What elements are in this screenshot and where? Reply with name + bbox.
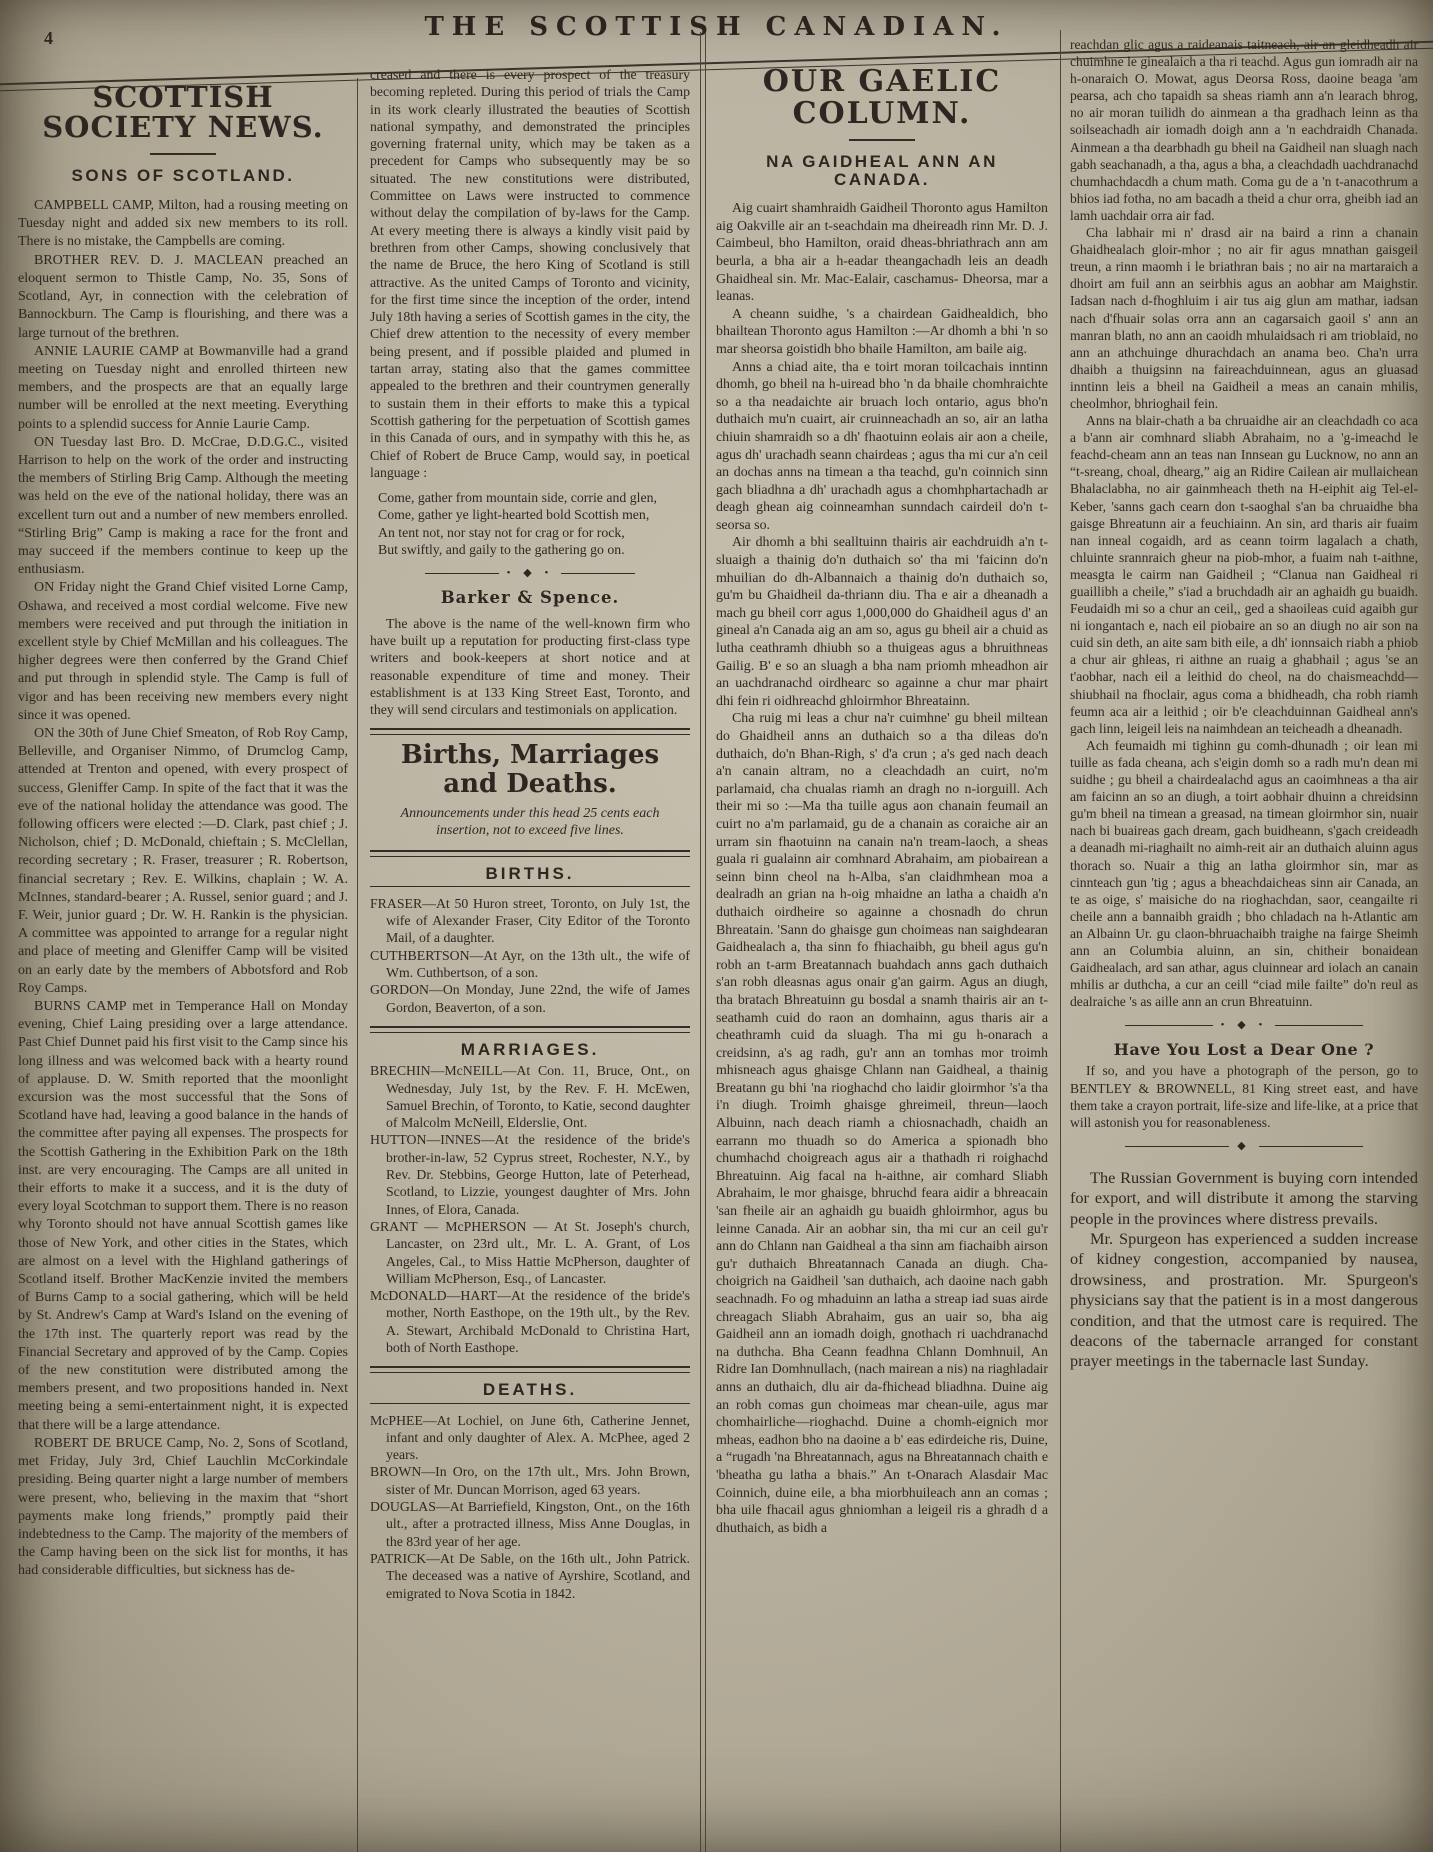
article-paragraph: The above is the name of the well-known firm who have built up a reputation for producting first-class type writers and book-keepers at short notice and at reasonable expenditure of time and money. Their establishment is at 133 King Street East, Toronto, and they will send circulars and testimonials on application. — [370, 615, 690, 718]
heading-have-you-lost-a-dear-one: Have You Lost a Dear One ? — [1113, 1040, 1375, 1060]
heading-rule — [849, 139, 915, 141]
article-paragraph: A cheann suidhe, 's a chairdean Gaidhealdich, bho bhailtean Thoronto agus Hamilton :—Ar dhomh a bhi 'n so mar sheorsa goistidh bho bhaile Hamilton, am baile aig. — [716, 306, 1048, 357]
death-entry: BROWN—In Oro, on the 17th ult., Mrs. John Brown, sister of Mr. Duncan Morrison, aged 63 years. — [370, 1464, 690, 1497]
thin-rule — [370, 886, 690, 887]
article-paragraph: Cha ruig mi leas a chur na'r cuimhne' gu bheil miltean do Ghaidheil anns an duthaich so a tha dileas do'n duthaich, do'n Bhan-Righ, s' d'a crun ; a's ged nach deach a'n canain altram, no a cleachdadh an cuirt, no'm parlamaid, cha chualas riamh an dragh no n-iorguill. Ach their mi so :—Ma tha tuille agus aon chanain feumail an cuirt no a'm parlamaid, gu de a chanain as coraiche air an urram sin fhaotuinn na canain na'n tream-laoch, a sheas guala ri gualainn air comhnard Abrahaim, am piobairean a seinn binn cheol na h-Alba, s'an claidhmhean moa a dealradh an grian na h-oig mhaidne an latha a chaidh a'n duthaich oirdheire so againne a chosnadh do chrun Bhreatain. 'Sann do ghaisge gun choimeas nan saighdearan Gaidhealach a, tha sinn fo fhiachaibh, gu bheil agus gu'n robh an t-arm Breatannach buahdach anns gach duthaich s'an robh dleasnas agus onair g'an gairm. Agus an diugh, tha bratach Bhreatuinn gu bosdal a snamh thairis air an t-seathamh cuid do raon an domhainn, agus tharis air a cheathramh cuid da sluagh. Tha mi gu h-onarach a creidsinn, a's ag radh, gu'r ann an tomhas mor troimh mhisneach agus ghaisge Chlann nan Gaidheal, a thainig Breatann gu bhi 'na rioghachd cho laidir gloirmhor 's'a tha i'n diugh. Troimh ghaisge ghreimeil, threun—laoch Albuinn, nach deach riamh a chiosnachadh, chaidh an earrann mo thuadh so do America a spionadh bho chumhachd choigreach agus air a thathadh ri roighachd Bhreatuinn. Aig facal na h-aithne, air comhard Sliabh Abrahaim, le mor ghaisge, bhruchd feara aidir a bhreacain 'san fheile air an aghaidh gu buaidh ghloirmhor, agus bu leinne Canada. Air an aobhar sin, tha mi cur an ceil gu'r ann do Chlann nan Gaidheal a tha sinn am fiachaibh airson gu'r duthaich Bhreatannach Canada an diugh. Cha-choigrich na Gaidheil 'san duthaich, ach daoine nach gabh seachnadh. Fo og mhaduinn an latha a streap iad suas airde chreagach Sliabh Abrahaim, gus an uair so, bha aig Gaidheil ann an iomadh doigh, gnothach ri uachdranachd na duthcha. Bha Ceann feadhna Chlann Domhnuil, An Ridre Ian Domhnullach, (nach mairean a nis) na riaghladair anns an duthaich, dlu air da-fhichead bliadhna. Duine aig an robh comas gun choimeas mar chean-uile, agus mar chomhairliche—rioghachd. Duine a chomh-eignich mor mheas, eadhon bho na daoine a b' eas edirdeiche ris, Duine, a “rugadh 'na Bhreatannach, agus na Bhreatannach chaith e 'bheatha gu latha a bhais.” An t-Onarach Alasdair Mac Coinnich, duine eile, a bha miorbhuileach ann an comas ; bha uile fhacail agus ghniomhan a leigeil ris a ghradh d a dhuthaich, as bidh a — [716, 711, 1048, 1536]
marriage-entry: BRECHIN—McNEILL—At Con. 11, Bruce, Ont., on Wednesday, July 1st, by the Rev. F. H. McEwen, Samuel Brechin, of Toronto, to Katie, second daughter of Malcolm McNeill, Elderslie, Ont. — [370, 1063, 690, 1131]
news-brief-paragraph: The Russian Government is buying corn intended for export, and will distribute it among the starving people in the provinces where distress prevails. — [1070, 1167, 1418, 1228]
column-rule-3 — [1060, 30, 1061, 1852]
heading-births: BIRTHS. — [485, 863, 575, 883]
poem-line: But swiftly, and gaily to the gathering go on. — [378, 542, 625, 558]
double-rule — [370, 1366, 690, 1373]
ornament-glyph: • ◆ • — [506, 567, 554, 580]
article-paragraph: Ach feumaidh mi tighinn gu comh-dhunadh ; oir lean mi tuille as fada cheana, ach s'eigin domh so a radh mu'n dean mi suidhe ; gu bheil a chairdealachd agus an caoimhneas a tha air am faicinn an so an diugh, a toirt aobhair dhuinn a chreidsinn gu'm bheil na timean a greasad, na timean gloirmhor sin, nuair nach bi buaireas gach dream, gach buidheann, s'gach creideadh a deanadh mi-riaghailt no aimh-reit air an duthaich aluinn agus thorach so. Nuair a thig an latha gloirmhor sin, mar as cinnteach gun 'tig ; agus a bheachdaicheas sinn air Canada, an te as oige, s' maisiche do na rioghachdan, saor, ceangailte ri cheile ann a bannaibh graidh ; bho chladach na h-Atlantic am an Albainn Ur. gu claon-bhruachaibh traighe na fairge Sheimh ann an Columbia aluinn, an sin, chitheir bonaidean Gaidhealach, ard san athar, agus cluinnear ard iolach an canain mhilis ar duthcha, a cur an ceill “ciad mile failte” do'n reul as dealraiche 's as aille ann an crun Bhreatuinn. — [1070, 737, 1418, 1010]
article-paragraph: CAMPBELL CAMP, Milton, had a rousing meeting on Tuesday night and added six new members to its roll. There is no mistake, the Campbells are coming. — [18, 198, 348, 250]
column-1 — [18, 78, 348, 1581]
article-paragraph: ON Tuesday last Bro. D. McCrae, D.D.G.C., visited Harrison to help on the work of the order and instructing the members of Stirling Brig Camp. Although the meeting was held on the eve of the national holiday, there was an excellent turn out and a number of new members enrolled. “Stirling Brig” Camp is making a race for the front and may succeed if the members continue to keep up the enthusiasm. — [18, 434, 348, 578]
double-rule — [370, 728, 690, 735]
poem-block — [370, 489, 690, 558]
column-rule-2b — [705, 32, 706, 1852]
article-paragraph: Anns a chiad aite, tha e toirt moran toilcachais inntinn dhomh, go bheil na h-uiread bho 'n da bhaile chomhraichte so a tha neadaichte air bruach loch ontario, agus bho'n duthaich mu'n cuairt, air cruinneachadh an so, air an latha chiuin shamraidh so a dh' fhaotuinn eolais air aon a cheile, agus dh' urachadh seann chairdeas ; agus tha mi cur a'n ceil an dochas anns na timean a tha teachd, gu'n coinnich sinn gach bliadhna a dh' urachadh agus a chomhphartachadh ar deagh ghean aig coinneamhan sunndach cairdeil do'n t-seorsa so. — [716, 359, 1048, 533]
article-paragraph: ANNIE LAURIE CAMP at Bowmanville had a grand meeting on Tuesday night and enrolled thirteen new members, and the prospects are that an equally large number will be enrolled at the next meeting. Everything points to a splendid success for Annie Laurie Camp. — [18, 343, 348, 432]
death-entry: DOUGLAS—At Barriefield, Kingston, Ont., on the 16th ult., after a protracted illness, Miss Anne Douglas, in the 83rd year of her age. — [370, 1499, 690, 1549]
masthead-title: THE SCOTTISH CANADIAN. — [424, 12, 1009, 42]
divider-ornament — [1125, 1141, 1363, 1152]
marriage-entry: GRANT — McPHERSON — At St. Joseph's church, Lancaster, on 23rd ult., Mr. L. A. Grant, of Los Angeles, Cal., to Miss Hattie McPherson, daughter of William McPherson, Esq., of Lancaster. — [370, 1218, 690, 1286]
article-paragraph: Air dhomh a bhi sealltuinn thairis air eachdruidh a'n t-sluaigh a thainig do'n duthaich so' tha mi 'faicinn do'n mhuilian do dh-Albannaich a thainig do'n duthaich so, gu'm bu Ghaidheil da-thriann diu. Tha e air a dheanadh a mach gu bheil corr agus 1,000,000 do Ghaidheil agus d' an gineal a'n Canada aig an am so, agus gu bheil air a chuid as lutha ceathramh dhiubh so a thuigeas agus a bhruithneas Gailig. B' e so an sluagh a bha nam priomh mheadhon air an uachdranachd oirdhearc so againne a chur mar phairt dhi fein ri oidhreachd ghloirmhor Bhreatainn. — [716, 535, 1048, 709]
page-number: 4 — [44, 28, 53, 48]
poem-line: Come, gather from mountain side, corrie and glen, — [378, 490, 657, 506]
divider-ornament — [1125, 1020, 1363, 1031]
death-entry: McPHEE—At Lochiel, on June 6th, Catherine Jennet, infant and only daughter of Alex. A. McPhee, aged 2 years. — [370, 1412, 690, 1463]
column-3 — [716, 66, 1048, 1537]
subheading-na-gaidheal: NA GAIDHEAL ANN AN CANADA. — [766, 152, 998, 189]
column-4 — [1070, 36, 1418, 1372]
article-paragraph: ON Friday night the Grand Chief visited Lorne Camp, Oshawa, and received a most cordial welcome. Five new members were received and put through the initiation in excellent style by Chief McMillan and his colleagues. The higher degrees were then conferred by the Grand Chief and put through in splendid style. The Camp is full of vigor and has been receiving new members every night since it was opened. — [18, 580, 348, 723]
bmd-rate-note: Announcements under this head 25 cents each insertion, not to exceed five lines. — [400, 805, 660, 839]
divider-ornament — [425, 568, 635, 579]
heading-rule — [150, 153, 216, 155]
heading-deaths: DEATHS. — [482, 1380, 578, 1400]
ornament-glyph: • ◆ • — [1220, 1019, 1268, 1032]
death-entry: PATRICK—At De Sable, on the 16th ult., John Patrick. The deceased was a native of Ayrshire, Scotland, and emigrated to Nova Scotia in 1842. — [370, 1550, 690, 1601]
advertisement-paragraph: If so, and you have a photograph of the person, go to BENTLEY & BROWNELL, 81 King street east, and have them take a crayon portrait, life-size and life-like, at a price that will astonish you for reasonableness. — [1070, 1063, 1418, 1130]
heading-marriages: MARRIAGES. — [460, 1039, 600, 1059]
article-paragraph: creased and there is every prospect of the treasury becoming repleted. During this period of trials the Camp in its work clearly illustrated the beauties of Scottish national sympathy, and demonstrated the principles governing fraternal unity, which may be taken as a precedent for Camps who subsequently may be so situated. The new constitutions were distributed, Committee on Laws were instructed to commence without delay the compilation of by-laws for the Camp. At every meeting there is always a kindly visit paid by brethren from other Camps, showing conclusively that the name de Bruce, the hero King of Scotland is still attractive. As the united Camps of Toronto and vicinity, for the first time since the inception of the order, intend July 18th having a series of Scottish games in the city, the Chief drew attention to the necessity of every member being present, and if possible plaided and plumed in tartan array, stating also that the games committee appealed to the brethren and their countrymen generally to sustain them in their efforts to make this a typical Scottish gathering for the perpetuation of Scottish games in this Canada of ours, and in sympathy with this he, as Chief of Robert de Bruce Camp, would say, in poetical language : — [370, 67, 690, 480]
article-paragraph: Anns na blair-chath a ba chruaidhe air an cleachdadh co aca a b'ann air comhnard sliabh Abrahaim, no a 'g-imeachd le feachd-cheam ann an teas nan Innsean gu Lucknow, no ann an “t-sreang, choal, dhearg,” aig an Ridire Cailean air mullaichean Bhalaclabha, no air gainmheach theth na H-eiphit aig Tel-el-Keber, 'sanns gach cearn don t-saoghal s'an ba chruaidhe bha gaisge Bhreatunn air a feuchiainn. An sin, ard tharis air fuaim nan inneal cogaidh, ard as ceann toirm lagalach a chath, chluinte srannraich gheur na piob-mhor, a fuaim nah t-aithne, measgta le cairm nan Gaidheil ; “Clanua nan Gaidheal ri guaillibh a cheile,” s'iad a bruchdadh air an aghaidh gu buaidh. Feudaidh mi so a chur an ceil,, ged a shaoileas cuid agaibh gur ni iongantach e, nach eil piobaire an so an diugh no air son na cuid sin deth, an aite sam bith eile, a dh' ionnsaich riabh a phiob a chur air ghleas, ri aithne an ruaig a ghabhail ; agus 'se an t'aobhar, nach eil a leithid do cheol, na do chaismeachdd—shiubhail na fhoclair, agus coma a bhidheadh, cha robh riamh feumn aca air a leithid ; oir b'e cleachduinnan Gaidheal ann's gach linn, leigeil leis na naimhdean an teicheadh a dheanadh. — [1070, 413, 1418, 736]
poem-line: An tent not, nor stay not for crag or for rock, — [378, 524, 625, 540]
section-heading-scottish-society-news: SCOTTISH SOCIETY NEWS. — [42, 80, 324, 145]
article-paragraph: Cha labhair mi n' drasd air na baird a rinn a chanain Ghaidhealach gloir-mhor ; no air fir agus mnathan gaisgeil treun, a rinn maomh i le briathran bais ; no air na martaraich a dhoirt am fuil ann an seirbhis agus an aobhar am Maighstir. Iadsan nach d-fhoghluim i air tus aig glun am mathar, iadsan nach d'fhuair solas orra ann an cagarsaich gaoil s' ann an manran blath, no ann an caoidh mhulaidsach ri am trioblaid, no ann an athchuinge dhurachdach an anama beo. Cha'n urra dhaibh a thuigsinn na faireachduinnean, agus an gluasad inntinn leis a bheil na Gaidheil a meas an canain mhilis, cheolmhor, bhrioghail fein. — [1070, 225, 1418, 411]
double-rule — [370, 850, 690, 857]
subheading-sons-of-scotland: SONS OF SCOTLAND. — [71, 165, 295, 185]
heading-births-marriages-deaths: Births, Marriages and Deaths. — [400, 740, 660, 799]
article-paragraph: BURNS CAMP met in Temperance Hall on Monday evening, Chief Laing presiding over a large attendance. Past Chief Dunnet paid his first visit to the Camp since his long illness and was welcomed back with a hearty round of applause. D. W. Smith reported that the moonlight excursion was the most successful that the Sons of Scotland have had, leaving a good balance in the hands of the committee after paying all expenses. The prospects for the Scottish Gathering in the Exhibition Park on the 18th inst. are very encouraging. The Camps are all united in their efforts to make it a success, and it is the duty of every loyal Scotchman to support them. There is no reason why Toronto should not have annual Scottish games like those of New York, and other cities in the States, which are almost on a level with the Highland gatherings of Scotland itself. Brother MacKenzie invited the members of Burns Camp to a social gathering, which will be held by St. Andrew's Camp at Ward's Island on the evening of the 17th inst. The quarterly report was read by the Financial Secretary and approved of by the Camp. Copies of the new constitution were distributed among the members present, and two propositions handed in. Next meeting being a semi-entertainment night, it is expected that there will be a large attendance. — [18, 999, 348, 1433]
poem-line: Come, gather ye light-hearted bold Scottish men, — [378, 507, 650, 523]
birth-entry: GORDON—On Monday, June 22nd, the wife of James Gordon, Beaverton, of a son. — [370, 982, 690, 1015]
column-rule-2a — [700, 32, 701, 1852]
article-paragraph: Aig cuairt shamhraidh Gaidheil Thoronto agus Hamilton aig Oakville air an t-seachdain ma dheireadh rinn Mr. D. J. Caimbeul, bho Hamilton, oraid dheas-bhriathrach ann am beurla, a bha air a h-eadar theangachadh leis an deadh Ghaidheal sin. Mr. Mac-Ealair, caschamus- Dheorsa, mar a leanas. — [716, 201, 1048, 305]
article-paragraph: ON the 30th of June Chief Smeaton, of Rob Roy Camp, Belleville, and Organiser Nimmo, of Drumclog Camp, attended at Trenton and opened, with every prospect of success, Gleniffer Camp. In spite of the fact that it was the eve of the national holiday the attendance was good. The following officers were elected :—D. Clark, past chief ; J. Nicholson, chief ; D. McDonald, chieftain ; S. McClellan, recording secretary ; R. Fraser, treasurer ; R. Robertson, financial secretary ; Rev. E. Wilkins, chaplain ; W. A. McInnes, standard-bearer ; A. Russel, senior guard ; and J. F. Weir, junior guard ; Dr. W. H. Rankin is the physician. A committee was appointed to arrange for a regular night and place of meeting and Gleniffer Camp will be visited on an early date by the members of Abbotsford and Rob Roy Camps. — [18, 725, 348, 996]
marriage-entry: McDONALD—HART—At the residence of the bride's mother, North Easthope, on the 19th ult., by the Rev. A. Stewart, Archibald McDonald to Christina Hart, both of North Easthope. — [370, 1288, 690, 1355]
section-heading-our-gaelic-column: OUR GAELIC COLUMN. — [762, 64, 1002, 131]
article-paragraph: reachdan glic agus a raideanais taitneach, air an gleidheadh air chuimhne le ginealaich a tha ri teachd. Agus gun iomradh air na h-onaraich O. Mowat, agus Deorsa Ross, daoine beaga 'am pearsa, ach cho tapaidh sa sheas riamh ann a'n learach bhrog, no air moran tuilidh do ainmean a tha gradhach leinn as tha soilseachadh air iomadh doigh ann a 'n eachdraidh Chanada. Ainmean a tha dearbhadh gu bheil na Gaidheil nan sluagh nach gabh seachanadh, a tha, agus a bha, a cleachdadh uachdranachd chumhachdacdh a chum math. Coma gu de a 'n t-anacothrum a bhios iad fotha, no am bacadh a theid a chur orra, gheibh iad an lamh uachdair orra air fad. — [1070, 37, 1418, 223]
birth-entry: CUTHBERTSON—At Ayr, on the 13th ult., the wife of Wm. Cuthbertson, of a son. — [370, 947, 690, 981]
column-rule-1 — [357, 78, 358, 1852]
marriage-entry: HUTTON—INNES—At the residence of the bride's brother-in-law, 52 Cyprus street, Rochester, N.Y., by Rev. Dr. Stebbins, George Hutton, late of Peterhead, Scotland, to Lizzie, youngest daughter of Mrs. John Innes, of Elora, Canada. — [370, 1132, 690, 1217]
article-paragraph: BROTHER REV. D. J. MACLEAN preached an eloquent sermon to Thistle Camp, No. 35, Sons of Scotland, Ayr, in connection with the celebration of Bannockburn. The Camp is flourishing, and there was a large turnout of the brethren. — [18, 252, 348, 341]
ornament-glyph: ◆ — [1237, 1139, 1251, 1152]
birth-entry: FRASER—At 50 Huron street, Toronto, on July 1st, the wife of Alexander Fraser, City Editor of the Toronto Mail, of a daughter. — [370, 895, 690, 946]
column-2 — [370, 66, 690, 1602]
news-brief-paragraph: Mr. Spurgeon has experienced a sudden increase of kidney congestion, accompanied by nausea, drowsiness, and prostration. Mr. Spurgeon's physicians say that the patient is in a most dangerous condition, and that the utmost care is required. The deacons of the tabernacle arranged for constant prayer meetings in the tabernacle last Sunday. — [1070, 1229, 1418, 1371]
article-paragraph: ROBERT DE BRUCE Camp, No. 2, Sons of Scotland, met Friday, July 3rd, Chief Lauchlin McCorkindale presiding. Being quarter night a large number of members were present, who, believing in the maxim that “short payments make long friends,” promptly paid their indebtedness to the Camp. The majority of the members of the Camp having been on the sick list for months, it has had considerable difficulties, but sickness has de- — [18, 1435, 348, 1579]
double-rule — [370, 1026, 690, 1033]
thin-rule — [370, 1403, 690, 1404]
heading-barker-and-spence: Barker & Spence. — [440, 588, 620, 608]
